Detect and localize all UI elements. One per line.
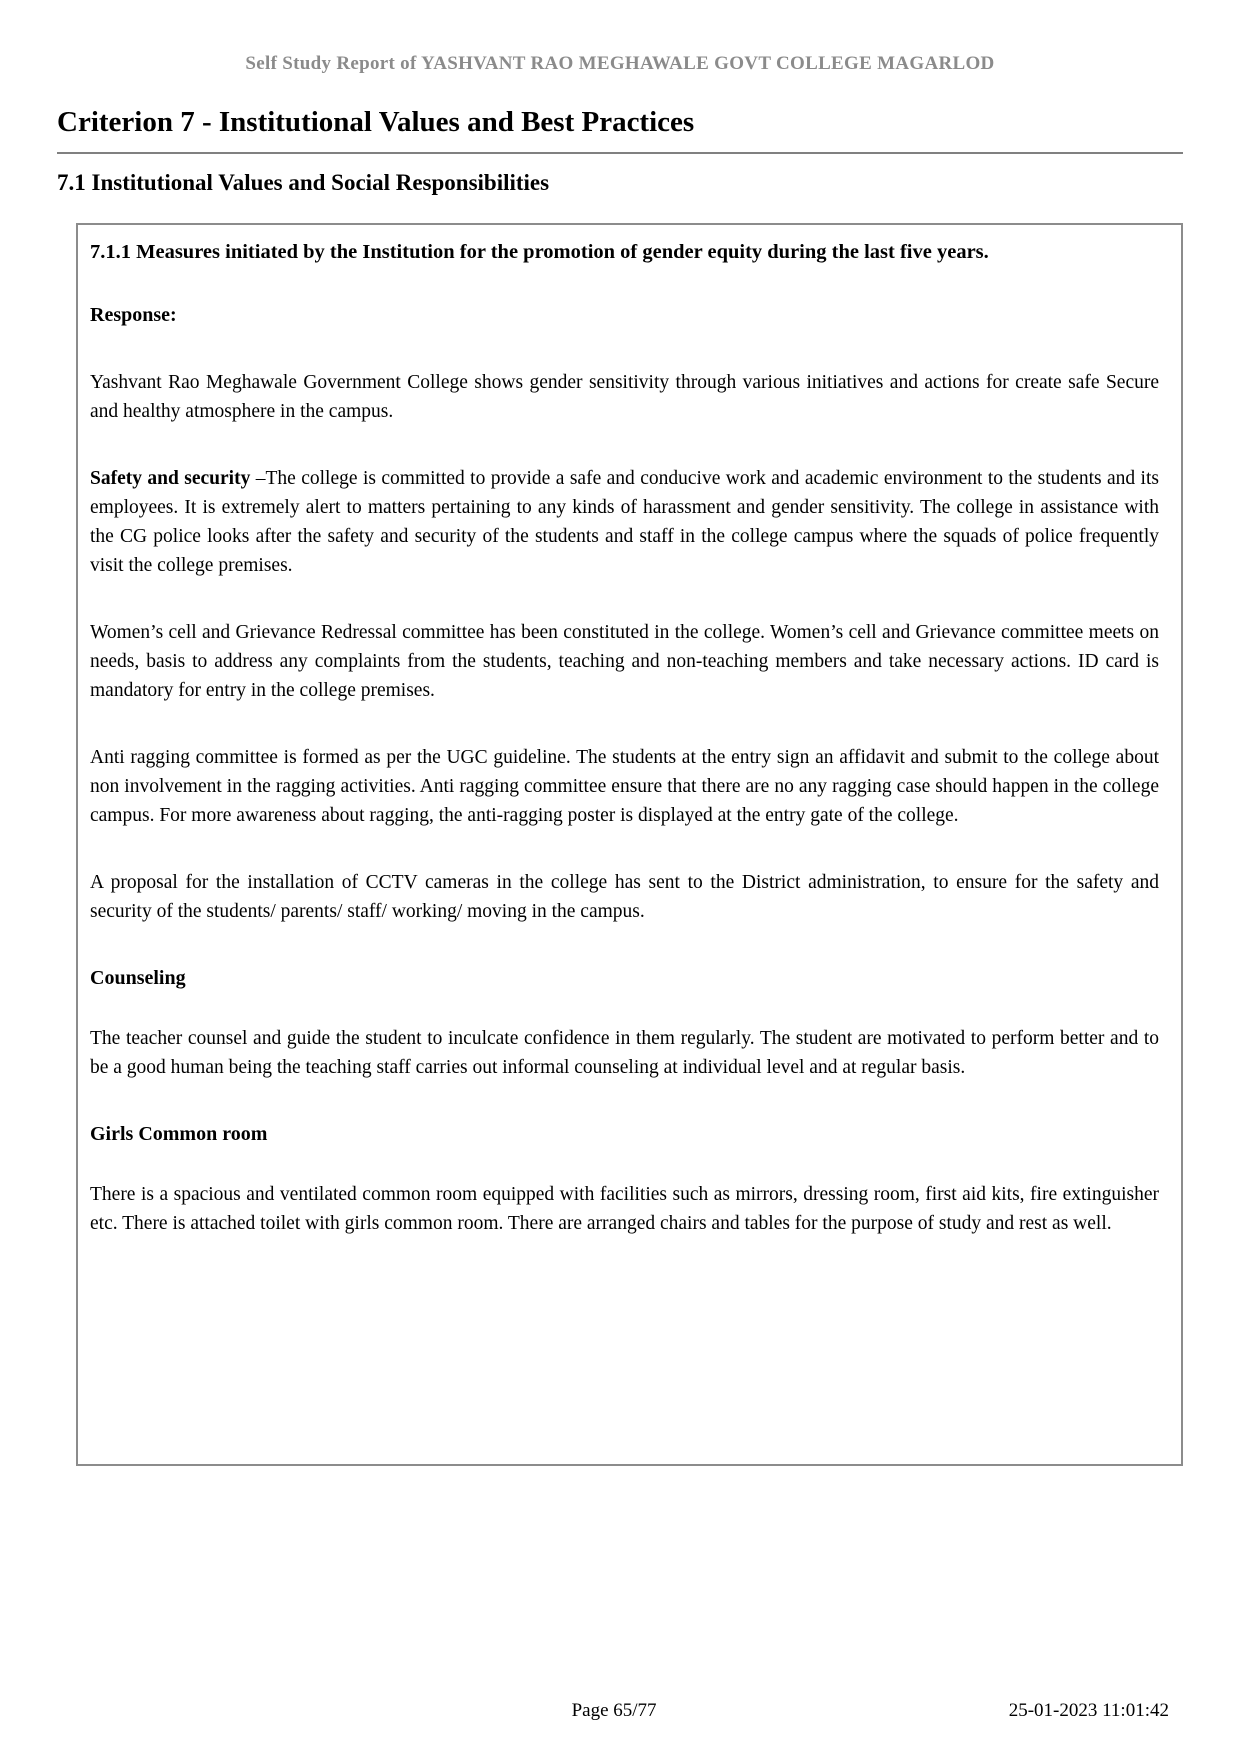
intro-paragraph: Yashvant Rao Meghawale Government College shows gender sensitivity through various initiatives and actions for create safe Secure and healthy atmosphere in the campus.	[90, 372, 1159, 422]
page-footer	[57, 1700, 1183, 1726]
criterion-title: Criterion 7 - Institutional Values and Best Practices	[57, 106, 1183, 154]
timestamp: 25-01-2023 11:01:42	[1008, 1700, 1169, 1721]
section-title: 7.1 Institutional Values and Social Responsibilities	[57, 170, 550, 195]
page-header	[57, 53, 1183, 75]
girls-common-room-heading: Girls Common room	[90, 1123, 268, 1145]
counseling-heading: Counseling	[90, 967, 186, 989]
girls-common-room-paragraph: There is a spacious and ventilated common room equipped with facilities such as mirrors, dressing room, first aid kits, fire extinguisher etc. There is attached toilet with girls common room. There are arranged chairs and tables for the purpose of study and rest as well.	[90, 1184, 1159, 1234]
response-label: Response:	[90, 304, 177, 326]
safety-security-heading: Safety and security	[90, 468, 251, 489]
page-number: Page 65/77	[571, 1700, 657, 1721]
cctv-proposal-paragraph: A proposal for the installation of CCTV cameras in the college has sent to the District administration, to ensure for the safety and security of the students/ parents/ staff/ working/ moving in the campus.	[90, 872, 1159, 922]
report-title: Self Study Report of YASHVANT RAO MEGHAWALE GOVT COLLEGE MAGARLOD	[245, 53, 995, 74]
question-heading: 7.1.1 Measures initiated by the Institution for the promotion of gender equity during the last five years.	[90, 241, 989, 263]
safety-security-text: –The college is committed to provide a safe and conducive work and academic environment to the students and its employees. It is extremely alert to matters pertaining to any kinds of harassment and gender sensitivity. The college in assistance with the CG police looks after the safety and security of the students and staff in the college campus where the squads of police frequently visit the college premises.	[90, 468, 1159, 576]
womens-cell-paragraph: Women’s cell and Grievance Redressal committee has been constituted in the college. Women’s cell and Grievance committee meets on needs, basis to address any complaints from the students, teaching and non-teaching members and take necessary actions. ID card is mandatory for entry in the college premises.	[90, 622, 1159, 701]
safety-paragraph	[90, 464, 1159, 580]
response-box	[76, 223, 1183, 1466]
anti-ragging-paragraph: Anti ragging committee is formed as per the UGC guideline. The students at the entry sign an affidavit and submit to the college about non involvement in the ragging activities. Anti ragging committee ensure that there are no any ragging case should happen in the college campus. For more awareness about ragging, the anti-ragging poster is displayed at the entry gate of the college.	[90, 747, 1159, 826]
counseling-paragraph: The teacher counsel and guide the student to inculcate confidence in them regularly. The student are motivated to perform better and to be a good human being the teaching staff carries out informal counseling at individual level and at regular basis.	[90, 1028, 1159, 1078]
